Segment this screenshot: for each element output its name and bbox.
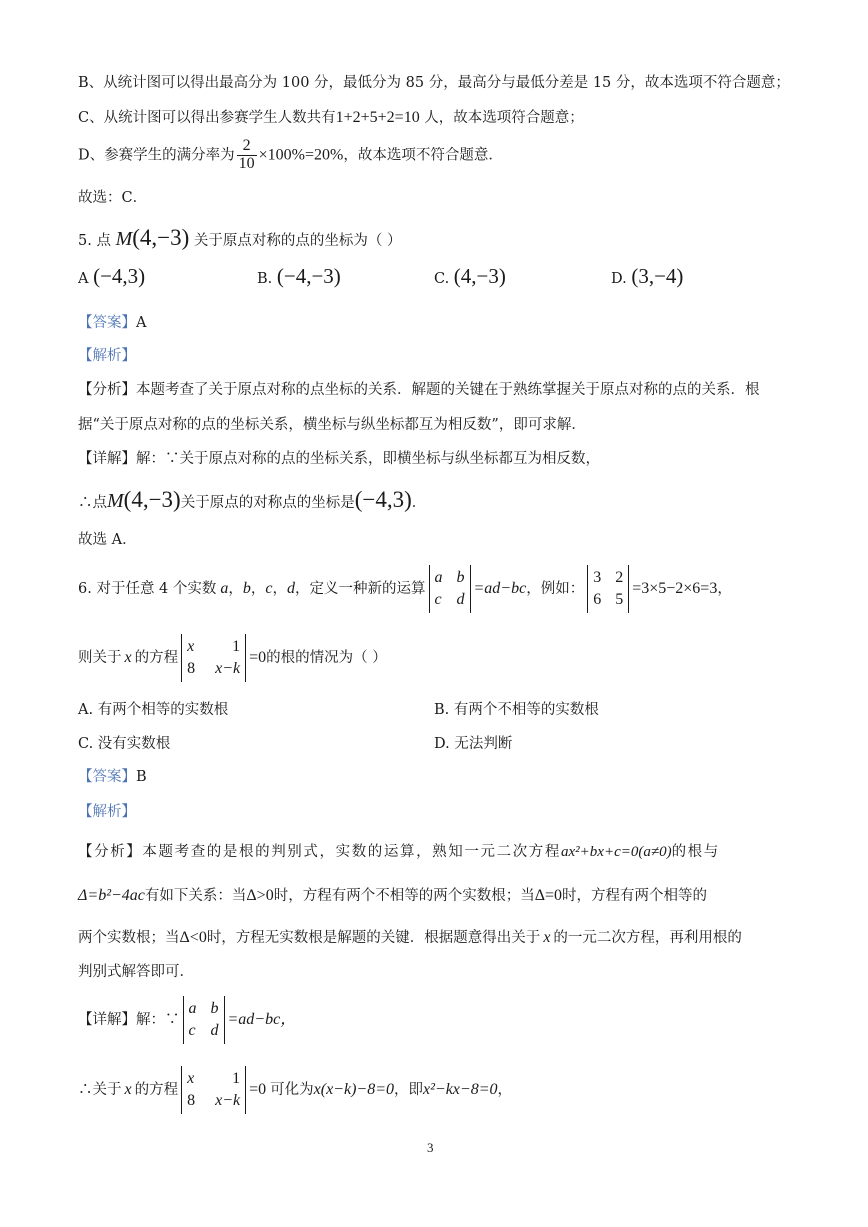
q5-detail-1: 【详解】解：∵关于原点对称的点的坐标关系，即横坐标与纵坐标都互为相反数， xyxy=(78,451,600,467)
q5-answer: 【答案】A xyxy=(78,315,147,331)
q6-fenxi-3: 两个实数根；当Δ<0时，方程无实数根是解题的关键．根据题意得出关于 x 的一元二次方程，再利用根的 xyxy=(78,929,742,946)
q6-option-b: B. 有两个不相等的实数根 xyxy=(434,702,599,718)
q5-stem: 5. 点 M(4,−3) 关于原点对称的点的坐标为（ ） xyxy=(78,225,402,250)
q5-option-b: B. (−4,−3) xyxy=(257,264,341,288)
q5-option-a: A (−4,3) xyxy=(78,264,146,288)
option-b-analysis: B、从统计图可以得出最高分为 100 分，最低分为 85 分，最高分与最低分差是 15 分，故本选项不符合题意； xyxy=(78,75,790,91)
q6-stem-1: 6. 对于任意 4 个实数 a ， b ， c ， d ，定义一种新的运算 a b c d =ad−bc ，例如： 3 2 6 5 =3×5−2×6=3 ， xyxy=(78,565,732,613)
q5-option-d: D. (3,−4) xyxy=(611,264,684,288)
determinant-definition-detail: a b c d xyxy=(183,996,225,1044)
determinant-equation-detail: x 1 8 x−k xyxy=(181,1066,246,1114)
q6-detail-1: 【详解】 解：∵ a b c d =ad−bc， xyxy=(78,996,296,1044)
q6-analysis-tag: 【解析】 xyxy=(78,804,136,820)
determinant-equation: x 1 8 x−k xyxy=(181,634,246,682)
q5-fenxi-2: 据“关于原点对称的点的坐标关系，横坐标与纵坐标都互为相反数”，即可求解． xyxy=(78,417,586,433)
choose-c: 故选：C． xyxy=(78,190,148,206)
q6-fenxi-1: 【分析】本题考查的是根的判别式，实数的运算，熟知一元二次方程ax²+bx+c=0(a≠0)的根与 xyxy=(78,844,720,860)
page-number: 3 xyxy=(427,1140,434,1155)
q5-fenxi-1: 【分析】本题考查了关于原点对称的点坐标的关系．解题的关键在于熟练掌握关于原点对称的点的关系．根 xyxy=(78,382,760,398)
option-c-analysis: C、从统计图可以得出参赛学生人数共有1+2+5+2=10 人，故本选项符合题意； xyxy=(78,109,584,126)
q5-choose: 故选 A． xyxy=(78,532,137,548)
q6-option-d: D. 无法判断 xyxy=(434,736,513,752)
determinant-example: 3 2 6 5 xyxy=(587,565,629,613)
determinant-definition: a b c d xyxy=(429,565,471,613)
q6-answer: 【答案】B xyxy=(78,769,147,785)
q6-detail-2: ∴关于 x 的方程 x 1 8 x−k =0 可化为 x(x−k)−8=0 ，即 x²−kx−8=0 ， xyxy=(78,1066,512,1114)
q5-option-c: C. (4,−3) xyxy=(434,264,506,288)
fraction: $\frac{2}{10}$ xyxy=(238,137,255,172)
option-d-analysis: D、参赛学生的满分率为 $\frac{2}{10}$ ×100%=20%，故本选项不符合题意． xyxy=(78,137,503,172)
q6-option-c: C. 没有实数根 xyxy=(78,736,171,752)
q5-detail-2: ∴点M(4,−3)关于原点的对称点的坐标是(−4,3)． xyxy=(78,487,427,512)
q5-analysis-tag: 【解析】 xyxy=(78,348,136,364)
q6-fenxi-2: Δ=b²−4ac有如下关系：当Δ>0时，方程有两个不相等的两个实数根；当Δ=0时，方程有两个相等的 xyxy=(78,887,708,904)
q6-stem-2: 则关于 x 的方程 x 1 8 x−k =0 的根的情况为（ ） xyxy=(78,634,387,682)
q6-option-a: A. 有两个相等的实数根 xyxy=(78,702,229,718)
q6-fenxi-4: 判别式解答即可． xyxy=(78,964,194,980)
